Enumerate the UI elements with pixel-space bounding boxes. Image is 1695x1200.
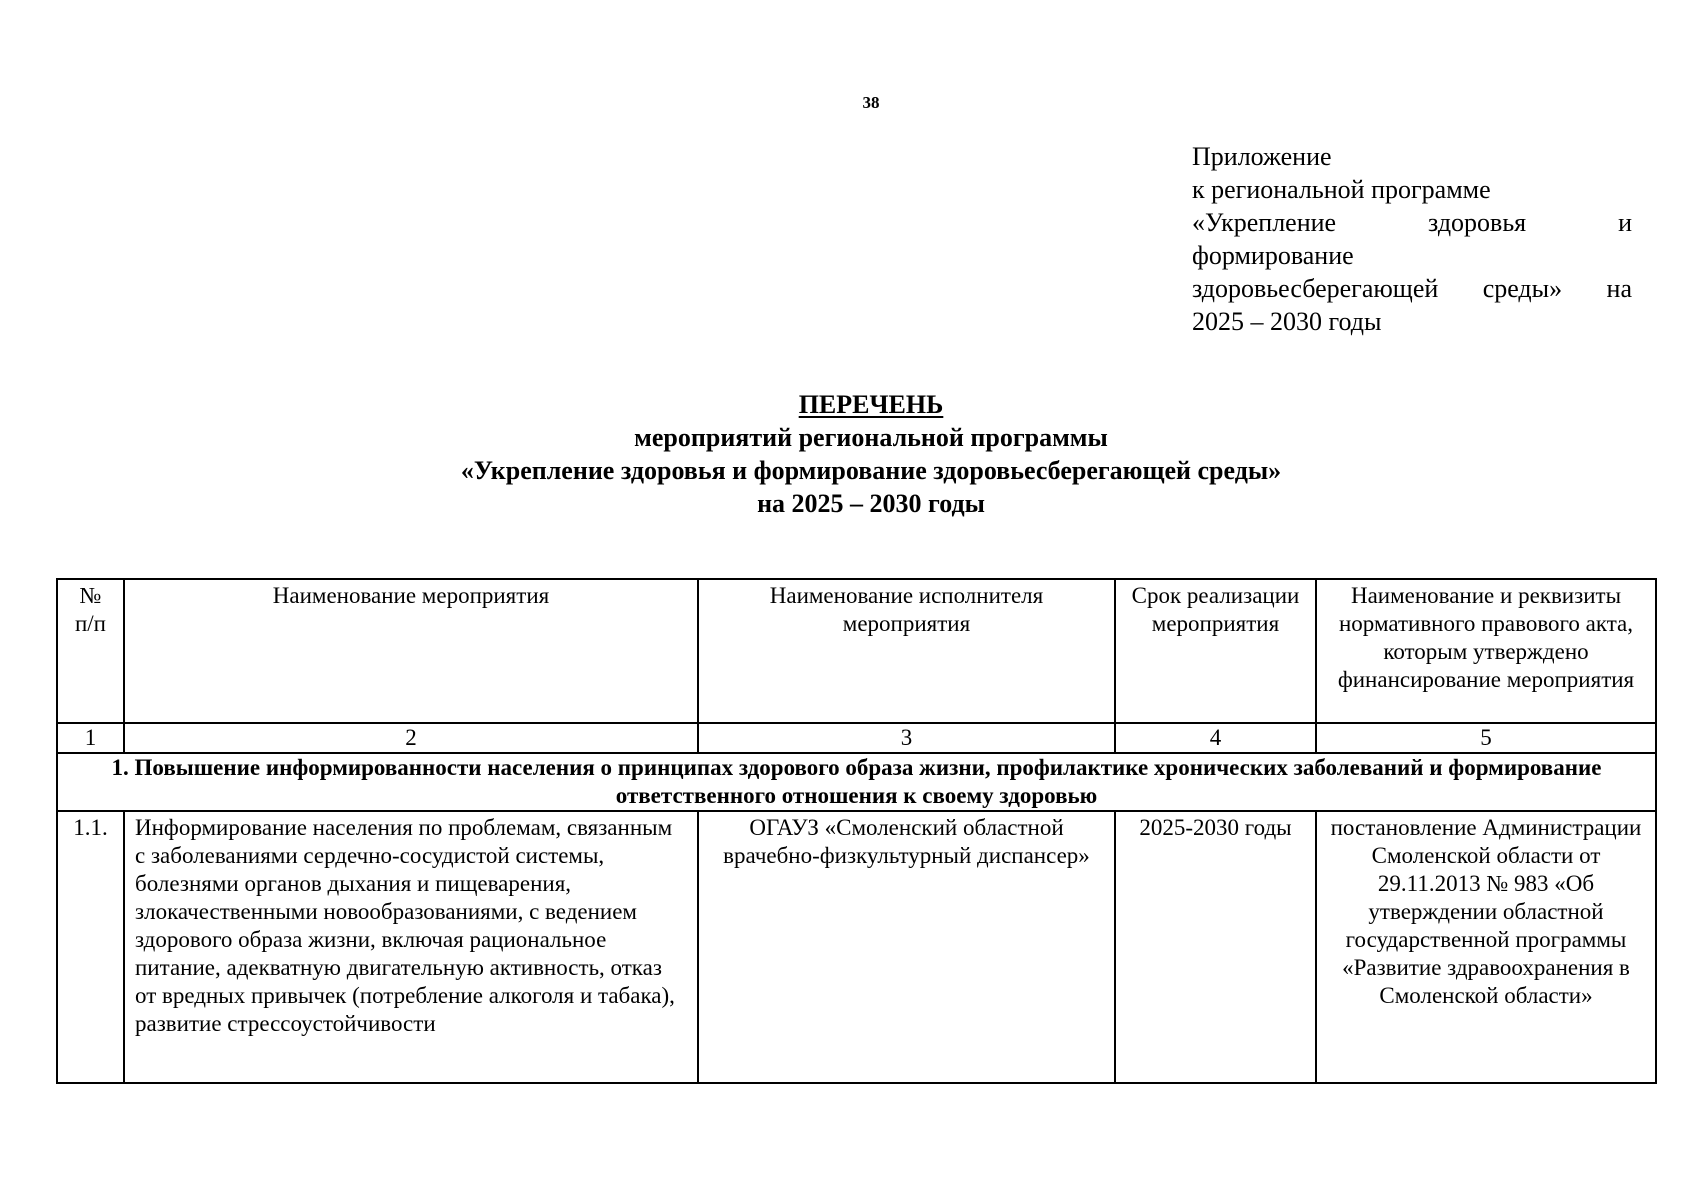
appendix-line: «Укрепление здоровья и bbox=[1192, 208, 1632, 237]
header-num: № п/п bbox=[57, 579, 124, 723]
section-title: 1. Повышение информированности населения о принципах здорового образа жизни, профилактике хронических заболеваний и формирование ответственного отношения к своему здоровью bbox=[57, 753, 1656, 811]
column-number: 5 bbox=[1316, 723, 1656, 753]
appendix-line: 2025 – 2030 годы bbox=[1192, 307, 1382, 336]
title-line: на 2025 – 2030 годы bbox=[757, 489, 985, 518]
table-header-row bbox=[57, 579, 1656, 723]
appendix-line: Приложение bbox=[1192, 142, 1332, 171]
table-row bbox=[57, 811, 1656, 1083]
row-name: Информирование населения по проблемам, связанным с заболеваниями сердечно-сосудистой системы, болезнями органов дыхания и пищеварения, злокачественными новообразованиями, с ведением здорового образа жизни, включая рациональное питание, адекватную двигательную активность, отказ от вредных привычек (потребление алкоголя и табака), развитие стрессоустойчивости bbox=[124, 811, 698, 1083]
row-period: 2025-2030 годы bbox=[1115, 811, 1316, 1083]
appendix-line: к региональной программе bbox=[1192, 175, 1491, 204]
page-number: 38 bbox=[862, 93, 880, 112]
section-row bbox=[57, 753, 1656, 811]
document-title bbox=[0, 388, 1695, 520]
row-executor: ОГАУЗ «Смоленский областной врачебно-физкультурный диспансер» bbox=[698, 811, 1115, 1083]
title-main: ПЕРЕЧЕНЬ bbox=[798, 390, 944, 419]
header-name: Наименование мероприятия bbox=[124, 579, 698, 723]
header-act: Наименование и реквизиты нормативного правового акта, которым утверждено финансирование мероприятия bbox=[1316, 579, 1656, 723]
column-number: 1 bbox=[57, 723, 124, 753]
appendix-line: формирование bbox=[1192, 241, 1354, 270]
title-line: мероприятий региональной программы bbox=[634, 423, 1108, 452]
title-line: «Укрепление здоровья и формирование здоровьесберегающей среды» bbox=[460, 456, 1282, 485]
appendix-line: здоровьесберегающей среды» на bbox=[1192, 274, 1632, 303]
events-table bbox=[56, 578, 1657, 1084]
appendix-note bbox=[1192, 140, 1632, 338]
row-num: 1.1. bbox=[57, 811, 124, 1083]
column-number: 3 bbox=[698, 723, 1115, 753]
column-number: 2 bbox=[124, 723, 698, 753]
row-act: постановление Администрации Смоленской области от 29.11.2013 № 983 «Об утверждении областной государственной программы «Развитие здравоохранения в Смоленской области» bbox=[1316, 811, 1656, 1083]
header-executor: Наименование исполнителя мероприятия bbox=[698, 579, 1115, 723]
column-number-row bbox=[57, 723, 1656, 753]
column-number: 4 bbox=[1115, 723, 1316, 753]
header-period: Срок реализации мероприятия bbox=[1115, 579, 1316, 723]
